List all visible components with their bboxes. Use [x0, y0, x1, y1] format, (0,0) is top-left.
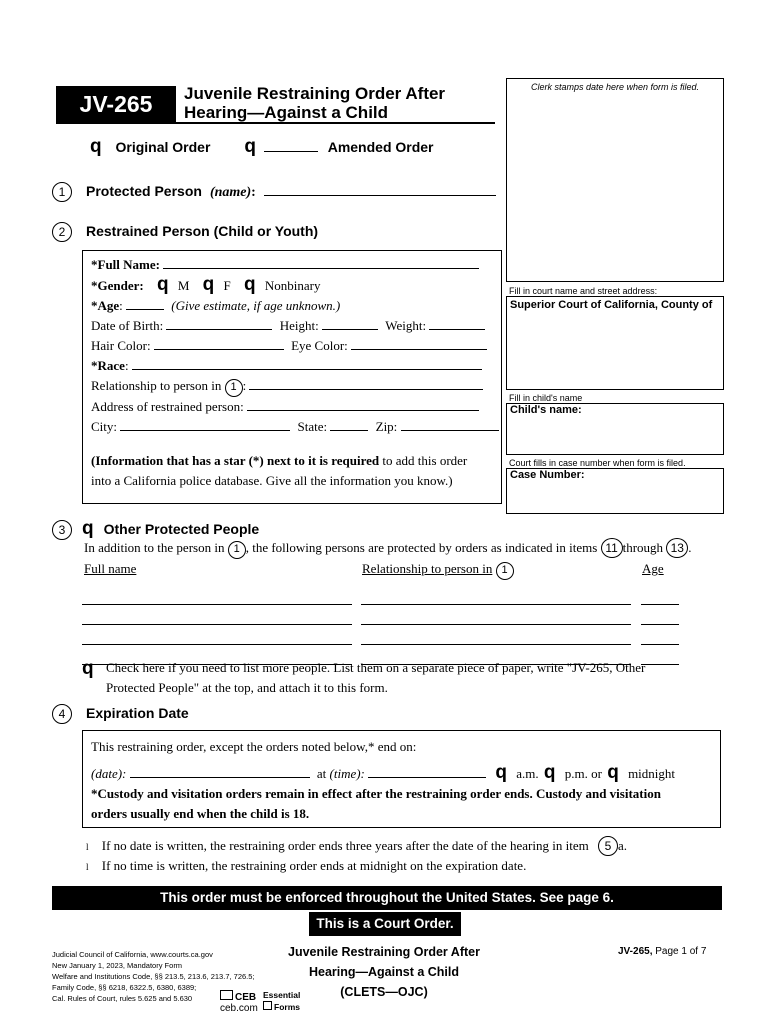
- item-3-heading: [52, 518, 259, 540]
- age-colon: :: [119, 298, 123, 313]
- note-2-bullet: l: [86, 862, 89, 872]
- relationship-field[interactable]: [249, 377, 483, 390]
- item-3-label: Other Protected People: [103, 521, 260, 537]
- footer-page: [618, 946, 706, 957]
- item-3-ref-1: 1: [228, 541, 246, 559]
- col-relationship-label: Relationship to person in: [362, 561, 493, 576]
- address-row: [91, 397, 495, 417]
- hair-color-field[interactable]: [154, 337, 284, 350]
- expiration-time-field[interactable]: [368, 765, 486, 778]
- footer-title-2: Hearing—Against a Child: [308, 965, 460, 979]
- row-1-age[interactable]: [641, 592, 679, 605]
- item-3-ref-13: 13: [666, 538, 688, 558]
- item-4-heading: [52, 704, 189, 724]
- item-3-checkbox[interactable]: q: [82, 518, 94, 539]
- case-number-box[interactable]: [506, 468, 724, 514]
- footer-left-1: Judicial Council of California, www.courts.ca.gov: [52, 950, 213, 959]
- child-name-hint: Fill in child's name: [509, 393, 583, 403]
- item-3-desc-mid: , the following persons are protected by orders as indicated in items: [245, 540, 598, 555]
- item-3-desc-end: .: [688, 540, 692, 555]
- row-3-age[interactable]: [641, 632, 679, 645]
- item-1-label: Protected Person: [86, 183, 202, 199]
- note-1-ref: 5: [598, 836, 618, 856]
- clerk-stamp-box: [506, 78, 724, 282]
- item-1-number: 1: [52, 182, 72, 202]
- item-3-desc-pre: In addition to the person in: [84, 540, 225, 555]
- race-colon: :: [124, 358, 129, 373]
- header-rule: [56, 122, 495, 124]
- more-people-checkbox[interactable]: q: [82, 658, 94, 679]
- amended-order-label: Amended Order: [327, 139, 434, 155]
- hair-color-label: Hair Color:: [91, 338, 151, 353]
- address-label: Address of restrained person:: [91, 398, 244, 414]
- more-people-line2: Protected People" at the top, and attach it to this form.: [106, 680, 388, 695]
- age-row: [91, 296, 495, 316]
- footer-form-number: JV-265,: [618, 946, 653, 957]
- relationship-ref: 1: [225, 379, 243, 397]
- child-name-label: Child's name:: [510, 404, 582, 416]
- row-3-name[interactable]: [82, 632, 352, 645]
- gender-nonbinary-label: Nonbinary: [264, 278, 321, 293]
- child-name-box[interactable]: [506, 403, 724, 455]
- item-4-number: 4: [52, 704, 72, 724]
- dob-row: [91, 316, 495, 336]
- expiration-line1: This restraining order, except the orders noted below,* end on:: [91, 739, 417, 754]
- height-label: Height:: [279, 318, 319, 333]
- expiration-date-row: [91, 763, 714, 784]
- am-label: a.m.: [516, 766, 539, 781]
- footer-left-2: New January 1, 2023, Mandatory Form: [52, 961, 183, 970]
- required-note: [91, 451, 495, 471]
- required-note-bold: (Information that has a star (*) next to it is required: [91, 452, 380, 468]
- court-name-label: Superior Court of California, County of: [510, 299, 713, 311]
- col-relationship-ref: 1: [496, 562, 514, 580]
- weight-label: Weight:: [385, 318, 427, 333]
- row-3-relationship[interactable]: [361, 632, 631, 645]
- court-name-box[interactable]: [506, 296, 724, 390]
- full-name-row: [91, 255, 495, 275]
- weight-field[interactable]: [429, 317, 485, 330]
- full-name-field[interactable]: [163, 256, 479, 269]
- zip-label: Zip:: [375, 418, 398, 434]
- time-label: (time):: [329, 766, 365, 781]
- expiration-box: [82, 730, 721, 828]
- item-3-desc-through: through: [622, 540, 664, 555]
- age-hint: (Give estimate, if age unknown.): [171, 298, 341, 313]
- eye-color-label: Eye Color:: [291, 338, 348, 353]
- item-4-label: Expiration Date: [86, 705, 189, 721]
- race-label: *Race: [91, 358, 125, 373]
- age-label: *Age: [91, 298, 120, 313]
- footer-left-3: Welfare and Institutions Code, §§ 213.5, 213.6, 213.7, 726.5;: [52, 972, 255, 981]
- full-name-label: *Full Name:: [91, 257, 160, 272]
- at-label: at: [316, 766, 327, 781]
- note-1-bullet: l: [86, 842, 89, 852]
- case-number-hint: Court fills in case number when form is filed.: [509, 458, 686, 468]
- col-relationship: [362, 559, 514, 580]
- col-full-name: Full name: [84, 561, 137, 576]
- court-order-banner: [309, 912, 461, 936]
- midnight-label: midnight: [628, 766, 676, 781]
- forms-logo-icon: [263, 1001, 272, 1010]
- form-title: [184, 84, 445, 122]
- gender-m-label: M: [177, 278, 190, 293]
- item-2-heading: [52, 222, 318, 242]
- form-title-line1: Juvenile Restraining Order After: [184, 84, 446, 103]
- race-row: [91, 356, 495, 376]
- original-order-checkbox[interactable]: q: [90, 136, 102, 157]
- forms-logo-text: Forms: [274, 1002, 300, 1012]
- note-1-post: a.: [617, 838, 627, 853]
- footer-title-3: (CLETS—OJC): [340, 985, 428, 999]
- address-field[interactable]: [247, 398, 479, 411]
- gender-f-checkbox[interactable]: q: [202, 274, 215, 295]
- city-field[interactable]: [120, 418, 290, 431]
- note-2-text: If no time is written, the restraining order ends at midnight on the expiration date.: [101, 858, 527, 873]
- item-1-name-hint: (name): [209, 185, 252, 200]
- item-3-description: [84, 538, 692, 559]
- note-1: [86, 836, 627, 857]
- dob-field[interactable]: [166, 317, 272, 330]
- gender-label: *Gender:: [91, 278, 144, 293]
- footer-page-number: Page 1 of 7: [655, 946, 707, 957]
- more-people-text: [106, 658, 645, 698]
- relationship-row: [91, 376, 495, 397]
- protected-person-name-field[interactable]: [264, 183, 496, 196]
- pm-label: p.m. or: [564, 766, 602, 781]
- row-4-age[interactable]: [641, 652, 679, 665]
- race-field[interactable]: [132, 357, 482, 370]
- custody-line2: orders usually end when the child is 18.: [91, 806, 310, 821]
- item-3-ref-11: 11: [601, 538, 623, 558]
- item-1: [52, 182, 496, 202]
- height-field[interactable]: [322, 317, 378, 330]
- hair-eye-row: [91, 336, 495, 356]
- relationship-label: Relationship to person in: [91, 378, 222, 393]
- state-label: State:: [297, 418, 328, 434]
- row-1-name[interactable]: [82, 592, 352, 605]
- ceb-logo-site: ceb.com: [220, 1003, 258, 1014]
- midnight-checkbox[interactable]: q: [607, 762, 619, 783]
- am-checkbox[interactable]: q: [495, 762, 507, 783]
- row-2-name[interactable]: [82, 612, 352, 625]
- clerk-stamp-hint: Clerk stamps date here when form is filed.: [530, 82, 700, 92]
- footer-title: [250, 942, 518, 1002]
- item-3-number: 3: [52, 520, 72, 540]
- eye-color-field[interactable]: [351, 337, 487, 350]
- gender-m-checkbox[interactable]: q: [156, 274, 169, 295]
- row-1-relationship[interactable]: [361, 592, 631, 605]
- gender-f-label: F: [223, 278, 231, 293]
- order-type-row: [90, 136, 434, 158]
- city-row: [91, 417, 495, 437]
- footer-left-4: Family Code, §§ 6218, 6322.5, 6380, 6389;: [52, 983, 197, 992]
- restrained-person-box: [82, 250, 502, 504]
- enforcement-banner: [52, 886, 722, 910]
- enforcement-banner-text: This order must be enforced throughout the United States. See page 6.: [160, 890, 614, 905]
- expiration-date-field[interactable]: [130, 765, 310, 778]
- gender-nonbinary-checkbox[interactable]: q: [243, 274, 256, 295]
- required-note-line2: into a California police database. Give all the information you know.): [91, 472, 453, 488]
- city-label: City:: [91, 418, 118, 434]
- note-2: [86, 856, 526, 877]
- dob-label: Date of Birth:: [91, 318, 164, 333]
- gender-row: [91, 275, 495, 296]
- item-1-colon: :: [251, 185, 256, 200]
- footer-title-1: Juvenile Restraining Order After: [288, 945, 480, 959]
- ceb-logo-text: CEB: [235, 992, 257, 1003]
- case-number-label: Case Number:: [510, 469, 585, 481]
- form-number-badge: [56, 86, 176, 122]
- amended-order-checkbox[interactable]: q: [244, 136, 256, 157]
- age-field[interactable]: [126, 297, 164, 310]
- date-label: (date):: [91, 766, 127, 781]
- original-order-label: Original Order: [115, 139, 211, 155]
- ceb-logo-icon: [220, 990, 233, 1000]
- custody-line1: *Custody and visitation orders remain in effect after the restraining order ends. Custody and visitation: [91, 786, 661, 801]
- relationship-colon: :: [242, 378, 247, 393]
- form-number: JV-265: [79, 91, 153, 117]
- footer-left-5: Cal. Rules of Court, rules 5.625 and 5.630: [52, 994, 193, 1003]
- essential-logo-text: Essential: [263, 990, 301, 1000]
- pm-checkbox[interactable]: q: [543, 762, 556, 783]
- item-2-label: Restrained Person (Child or Youth): [86, 223, 319, 239]
- zip-field[interactable]: [401, 418, 499, 431]
- note-1-text: If no date is written, the restraining order ends three years after the date of the hearing in item: [101, 838, 589, 853]
- row-2-relationship[interactable]: [361, 612, 631, 625]
- state-field[interactable]: [330, 418, 368, 431]
- court-name-hint: Fill in court name and street address:: [509, 286, 658, 296]
- item-2-number: 2: [52, 222, 72, 242]
- amended-order-field[interactable]: [264, 139, 318, 152]
- required-note-rest: to add this order: [379, 452, 468, 468]
- court-order-banner-text: This is a Court Order.: [316, 916, 454, 931]
- row-2-age[interactable]: [641, 612, 679, 625]
- form-title-line2: Hearing—Against a Child: [184, 103, 389, 122]
- more-people-line1: Check here if you need to list more people. List them on a separate piece of paper, write "JV-265, Other: [106, 660, 646, 675]
- col-age: Age: [642, 561, 664, 576]
